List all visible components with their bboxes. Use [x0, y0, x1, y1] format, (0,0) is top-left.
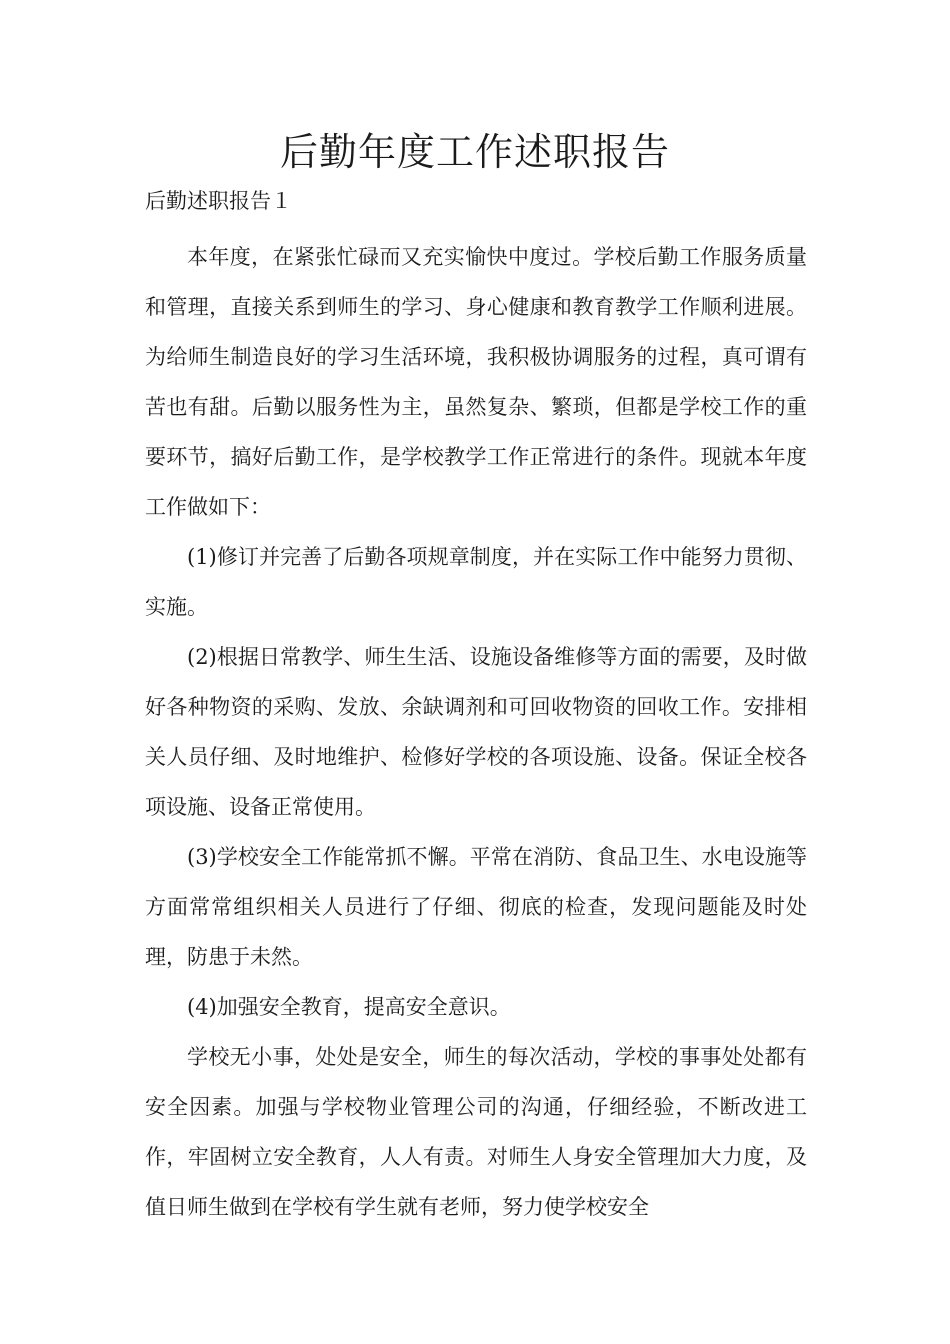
paragraph-safety: 学校无小事，处处是安全，师生的每次活动，学校的事事处处都有安全因素。加强与学校物业管理公司的沟通，仔细经验，不断改进工作，牢固树立安全教育，人人有责。对师生人身安全管理加大力度，及值日师生做到在学校有学生就有老师，努力使学校安全: [145, 1045, 807, 1219]
paragraph-item-1: (1)修订并完善了后勤各项规章制度，并在实际工作中能努力贯彻、实施。: [145, 545, 807, 619]
document-body: [145, 232, 807, 1232]
document-title: 后勤年度工作述职报告: [279, 130, 670, 174]
paragraph-item-2: (2)根据日常教学、师生生活、设施设备维修等方面的需要，及时做好各种物资的采购、发放、余缺调剂和可回收物资的回收工作。安排相关人员仔细、及时地维护、检修好学校的各项设施、设备。保证全校各项设施、设备正常使用。: [145, 645, 807, 819]
document-subtitle: 后勤述职报告１: [145, 189, 292, 213]
paragraph-item-3: (3)学校安全工作能常抓不懈。平常在消防、食品卫生、水电设施等方面常常组织相关人员进行了仔细、彻底的检查，发现问题能及时处理，防患于未然。: [145, 845, 807, 969]
paragraph-item-4: (4)加强安全教育，提高安全意识。: [187, 995, 511, 1019]
paragraph-intro: 本年度，在紧张忙碌而又充实愉快中度过。学校后勤工作服务质量和管理，直接关系到师生的学习、身心健康和教育教学工作顺利进展。为给师生制造良好的学习生活环境，我积极协调服务的过程，真可谓有苦也有甜。后勤以服务性为主，虽然复杂、繁琐，但都是学校工作的重要环节，搞好后勤工作，是学校教学工作正常进行的条件。现就本年度工作做如下：: [145, 245, 807, 519]
